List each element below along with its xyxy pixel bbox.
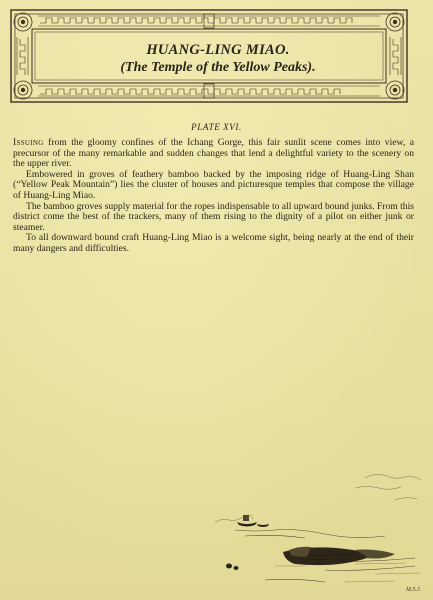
- paragraph-1: [13, 138, 414, 170]
- plate-label: PLATE XVI.: [191, 122, 242, 132]
- title-block: [48, 41, 388, 77]
- drop-lead-word: Issuing: [13, 137, 44, 148]
- page-title: HUANG-LING MIAO.: [146, 42, 290, 58]
- paragraph-3: The bamboo groves supply material for the ropes indispensable to all upward bound junks. From this district come the best of the trackers, many of them rising to the dignity of a pilot on either junk or steamer.: [13, 200, 414, 233]
- artist-signature: M.S.J.: [406, 587, 422, 593]
- river-junk-sketch-icon: [205, 470, 430, 600]
- paragraph-4: To all downward bound craft Huang-Ling Miao is a welcome sight, being nearly at the end of their many dangers and difficulties.: [13, 232, 414, 254]
- paragraph-1-text: from the gloomy confines of the Ichang Gorge, this fair sunlit scene comes into view, a precursor of the many remarkable and sudden changes that lend a delightful variety to the scenery on the upper river.: [13, 137, 414, 170]
- body-text: [13, 138, 414, 255]
- title-frame: [8, 7, 410, 105]
- page-subtitle: (The Temple of the Yellow Peaks).: [120, 60, 316, 75]
- paragraph-2: Embowered in groves of feathery bamboo backed by the imposing ridge of Huang-Ling Shan (“Yellow Peak Mountain”) lies the cluster of houses and picturesque temples that compose the village of Huang-Ling Miao.: [13, 168, 414, 201]
